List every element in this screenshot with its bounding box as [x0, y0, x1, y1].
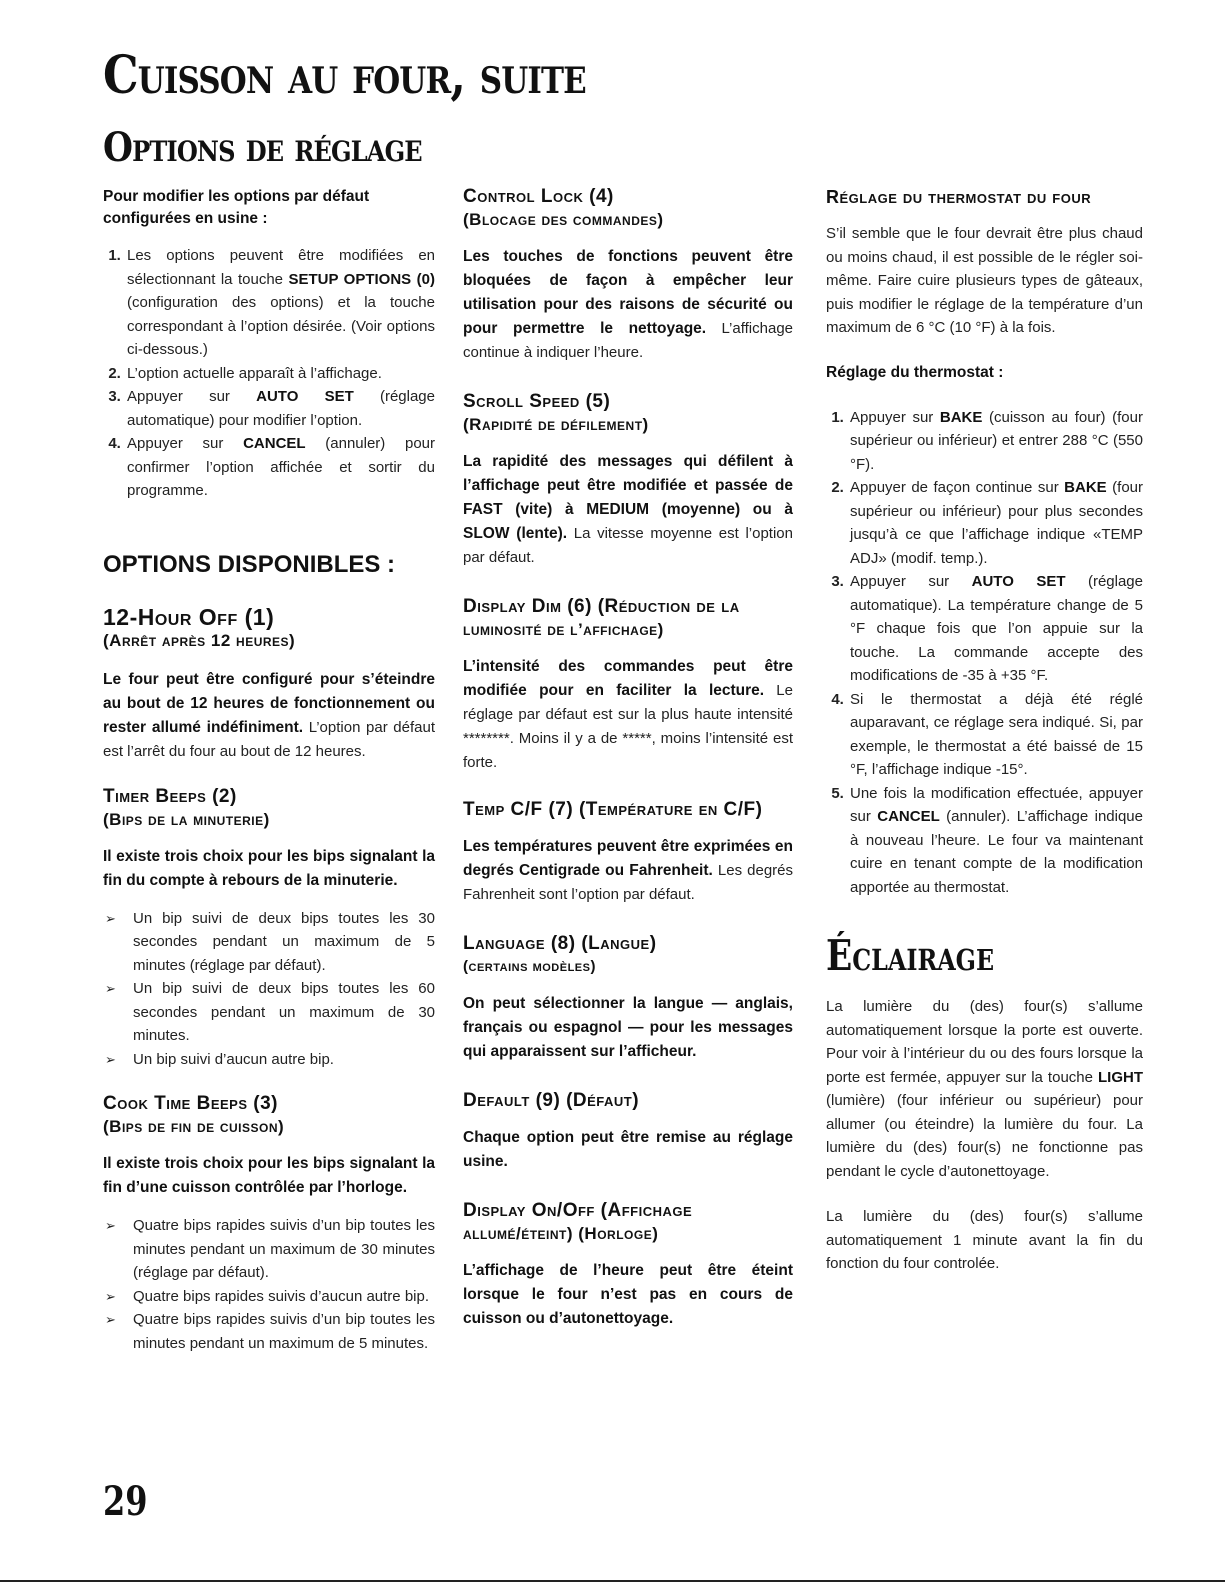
section-display-dim-text: L’intensité des commandes peut être modifiée pour en faciliter la lecture. Le réglage par défaut est sur la plus haute intensité ********. Moins il y a de *****, moins l’intensité est forte. [463, 658, 793, 771]
section-scroll-speed: Scroll Speed (5) (Rapidité de défilement) [463, 391, 649, 434]
page-subtitle: Options de réglage [103, 124, 422, 171]
list-item: ➢ Un bip suivi de deux bips toutes les 60 secondes pendant un maximum de 30 minutes. [133, 977, 435, 1048]
arrow-right-icon: ➢ [105, 1312, 116, 1327]
step-item: 2. Appuyer de façon continue sur BAKE (four supérieur ou inférieur) pour plus secondes jusqu’à ce que l’affichage indique «TEMP ADJ» (modif. temp.). [848, 476, 1143, 570]
section-language-text: On peut sélectionner la langue — anglais, français ou espagnol — pour les messages qui apparaissent sur l’afficheur. [463, 995, 793, 1060]
list-item: ➢ Un bip suivi de deux bips toutes les 30 secondes pendant un maximum de 5 minutes (réglage par défaut). [133, 907, 435, 978]
section-control-lock-text: Les touches de fonctions peuvent être bloquées de façon à empêcher leur utilisation pour des raisons de sécurité ou pour permettre le nettoyage. L’affichage continue à indiquer l’heure. [463, 248, 794, 361]
section-temp-cf-text: Les températures peuvent être exprimées en degrés Centigrade ou Fahrenheit. Les degrés Fahrenheit sont l’option par défaut. [463, 838, 793, 903]
cook-time-beeps-list [103, 1214, 435, 1355]
step-item: 4. Appuyer sur CANCEL (annuler) pour confirmer l’option affichée et sortir du programme. [125, 432, 435, 503]
section-thermostat: Réglage du thermostat du four [826, 187, 1092, 207]
step-item: 5. Une fois la modification effectuée, appuyer sur CANCEL (annuler). L’affichage indique à nouveau l’heure. Le four va maintenant cuire en tenant compte de la modification apportée au thermostat. [848, 782, 1143, 900]
section-language: Language (8) (Langue) (certains modèles) [463, 933, 657, 975]
section-temp-cf: Temp C/F (7) (Température en C/F) [463, 799, 763, 820]
thermostat-steps [826, 406, 1143, 900]
column-1 [103, 186, 435, 1355]
list-item: ➢ Un bip suivi d’aucun autre bip. [133, 1048, 435, 1072]
section-thermostat-text: S’il semble que le four devrait être plus chaud ou moins chaud, il est possible de le régler soi-même. Faire cuire plusieurs types de gâteaux, puis modifier le réglage de la température d’un maximum de 6 °C (10 °F) à la fois. [826, 225, 1143, 336]
section-default-text: Chaque option peut être remise au réglage usine. [463, 1129, 793, 1170]
eclairage-text-2: La lumière du (des) four(s) s’allume automatiquement 1 minute avant la fin du fonction du four controlée. [826, 1208, 1143, 1272]
section-cook-time-beeps: Cook Time Beeps (3) (Bips de fin de cuisson) [103, 1093, 285, 1136]
section-12-hour-off-text: Le four peut être configuré pour s’éteindre au bout de 12 heures de fonctionnement ou rester allumé indéfiniment. L’option par défaut est l’arrêt du four au bout de 12 heures. [103, 670, 435, 760]
section-12-hour-off: 12-Hour Off (1) (Arrêt après 12 heures) [103, 603, 296, 650]
list-item: ➢ Quatre bips rapides suivis d’un bip toutes les minutes pendant un maximum de 30 minutes (réglage par défaut). [133, 1214, 435, 1285]
timer-beeps-list [103, 907, 435, 1072]
section-timer-beeps-lead: Il existe trois choix pour les bips signalant la fin du compte à rebours de la minuterie. [103, 847, 435, 889]
page-number: 29 [103, 1478, 148, 1525]
section-display-on-off-text: L’affichage de l’heure peut être éteint lorsque le four n’est pas en cours de cuisson ou d’autonettoyage. [463, 1262, 793, 1327]
column-3 [826, 186, 1143, 1276]
section-timer-beeps: Timer Beeps (2) (Bips de la minuterie) [103, 785, 270, 829]
arrow-right-icon: ➢ [105, 1288, 116, 1304]
thermostat-subhead: Réglage du thermostat : [826, 363, 1004, 381]
section-cook-time-beeps-lead: Il existe trois choix pour les bips signalant la fin d’une cuisson contrôlée par l’horloge. [103, 1155, 435, 1196]
section-display-dim: Display Dim (6) (Réduction de la luminosité de l’affichage) [463, 596, 740, 639]
arrow-right-icon: ➢ [105, 1051, 116, 1067]
step-item: 2. L’option actuelle apparaît à l’affichage. [125, 362, 435, 386]
step-item: 3. Appuyer sur AUTO SET (réglage automatique) pour modifier l’option. [125, 385, 435, 432]
bottom-rule [0, 1580, 1225, 1582]
available-options-heading: OPTIONS DISPONIBLES : [103, 550, 396, 578]
step-item: 1. Appuyer sur BAKE (cuisson au four) (four supérieur ou inférieur) et entrer 288 °C (550 °F). [848, 406, 1143, 477]
arrow-right-icon: ➢ [105, 981, 116, 996]
intro-text: Pour modifier les options par défaut configurées en usine : [103, 188, 370, 227]
list-item: ➢ Quatre bips rapides suivis d’aucun autre bip. [133, 1285, 435, 1309]
setup-steps [103, 244, 435, 503]
section-display-on-off: Display On/Off (Affichage allumé/éteint) (Horloge) [463, 1200, 693, 1243]
eclairage-text-1: La lumière du (des) four(s) s’allume automatiquement lorsque la porte est ouverte. Pour voir à l’intérieur du ou des fours lorsque la porte est fermée, appuyer sur la touche LIGHT (lumière) (four inférieur ou supérieur) pour allumer (ou éteindre) la lumière du four. La lumière du (des) four(s) ne fonctionne pas pendant le cycle d’autonettoyage. [826, 998, 1143, 1180]
eclairage-heading: Éclairage [826, 931, 995, 980]
list-item: ➢ Quatre bips rapides suivis d’un bip toutes les minutes pendant un maximum de 5 minutes. [133, 1308, 435, 1355]
section-scroll-speed-text: La rapidité des messages qui défilent à l’affichage peut être modifiée et passée de FAST (vite) à MEDIUM (moyenne) ou à SLOW (lente). La vitesse moyenne est l’option par défaut. [463, 453, 793, 566]
section-control-lock: Control Lock (4) (Blocage des commandes) [463, 186, 664, 229]
arrow-right-icon: ➢ [105, 910, 116, 926]
step-item: 3. Appuyer sur AUTO SET (réglage automatique). La température change de 5 °F chaque fois que l’on appuie sur la touche. La commande accepte des modifications de -35 à +35 °F. [848, 570, 1143, 688]
step-item: 4. Si le thermostat a déjà été réglé auparavant, ce réglage sera indiqué. Si, par exemple, le thermostat a été baissé de 15 °F, l’affichage indique -15°. [848, 688, 1143, 782]
step-item: 1. Les options peuvent être modifiées en sélectionnant la touche SETUP OPTIONS (0) (configuration des options) et la touche correspondant à l’option désirée. (Voir options ci-dessous.) [125, 244, 435, 362]
section-default: Default (9) (Défaut) [463, 1090, 640, 1111]
arrow-right-icon: ➢ [105, 1218, 116, 1233]
column-2 [463, 186, 793, 1331]
page-title: Cuisson au four, suite [103, 45, 586, 106]
